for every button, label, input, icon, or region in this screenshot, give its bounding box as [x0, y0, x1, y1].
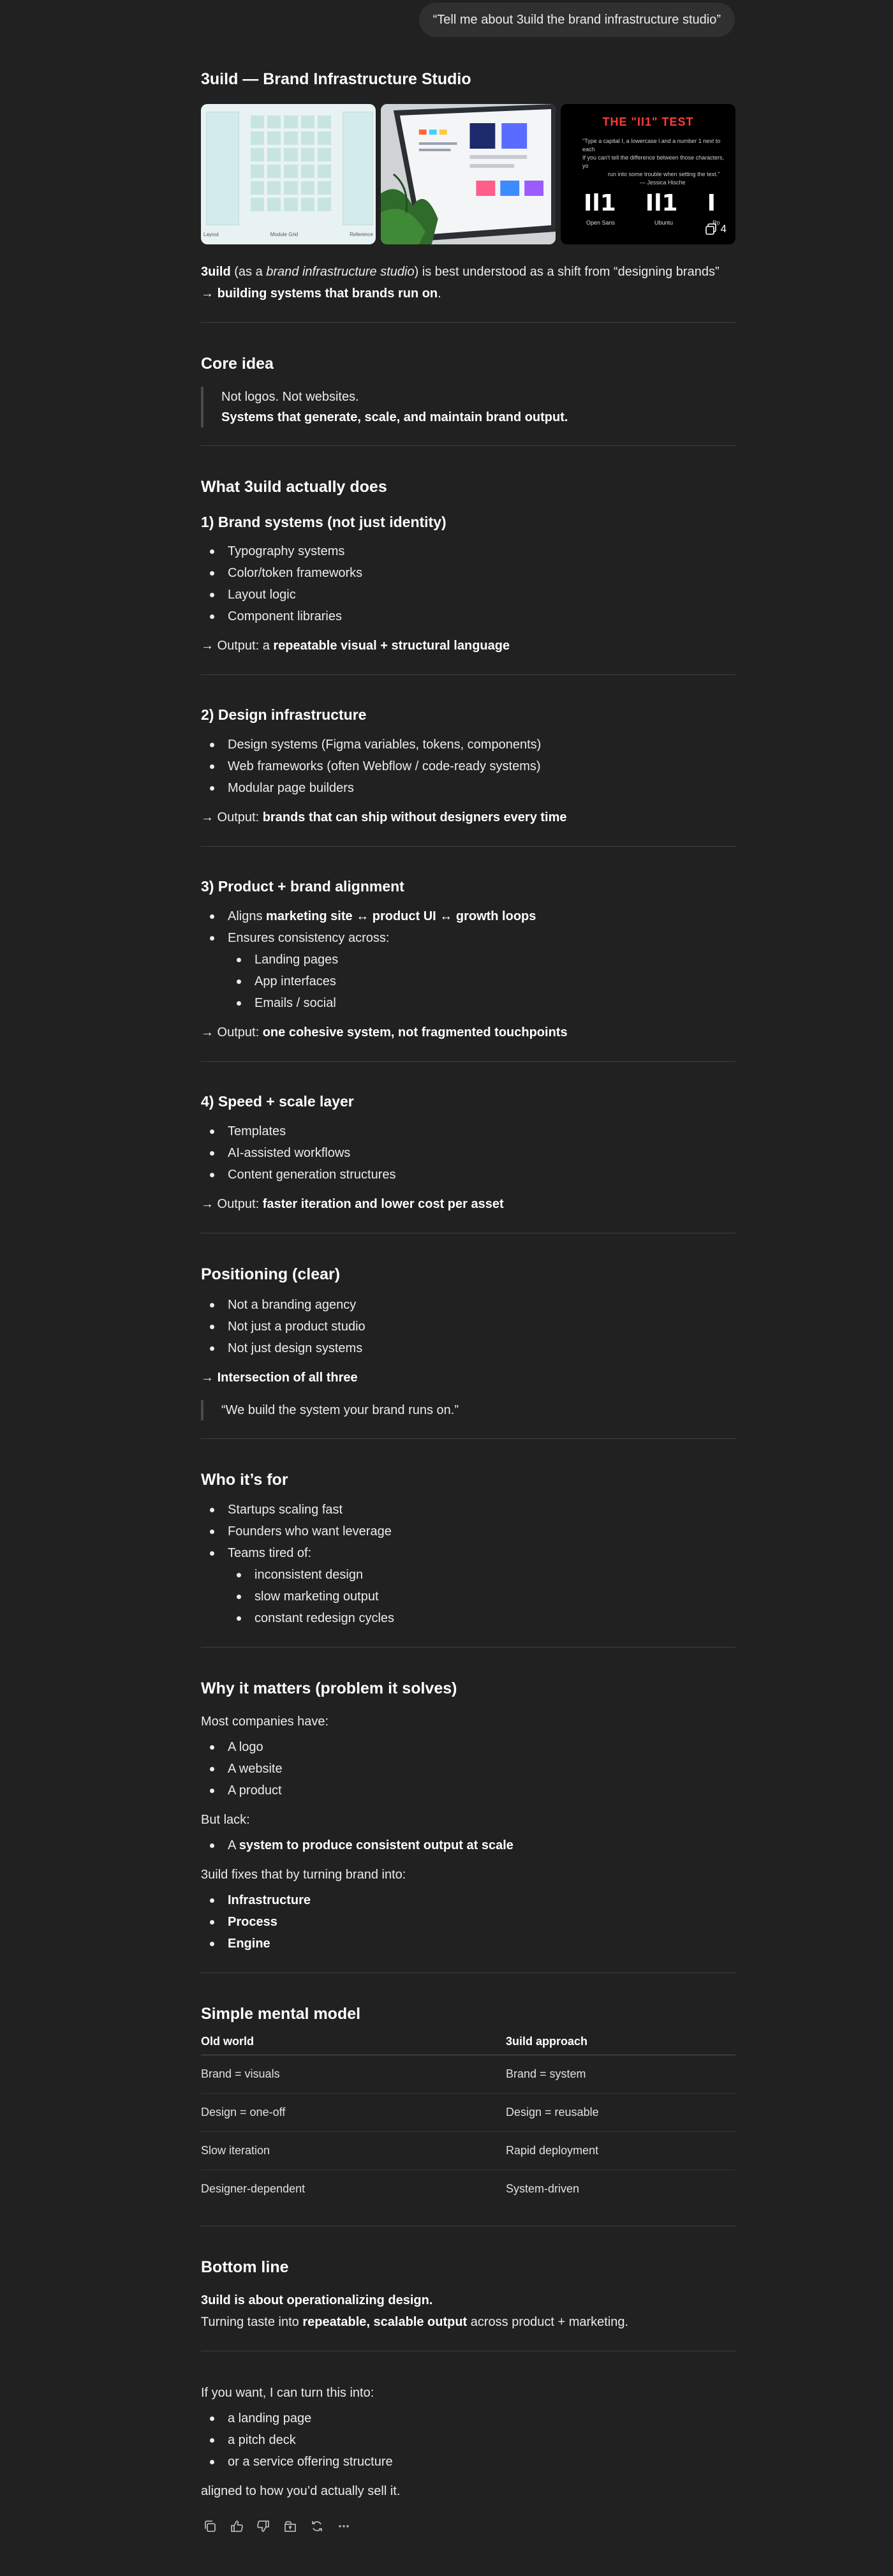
table-header-row [201, 2029, 735, 2055]
lack-list [201, 1835, 735, 1856]
section-heading-positioning: Positioning (clear) [201, 1265, 341, 1284]
section-heading-why-it-matters: Why it matters (problem it solves) [201, 1679, 457, 1698]
thumb-quote: "Type a capital I, a lowercase l and a number 1 next to each If you can't tell the difference between those characters, yo run into some trouble when setting the text." — Jessica Hische [582, 137, 725, 186]
output-line: → Output: faster iteration and lower cost per asset [201, 1197, 504, 1212]
thumbs-down-icon[interactable] [255, 2517, 272, 2535]
divider [201, 1972, 735, 1973]
table-cell: Design = reusable [506, 2094, 735, 2132]
list-item: inconsistent design [228, 1564, 735, 1586]
list-item: constant redesign cycles [228, 1607, 735, 1629]
table-cell: System-driven [506, 2182, 580, 2196]
table-row [201, 2094, 735, 2132]
nested-list [228, 949, 735, 1014]
list-item: a pitch deck [201, 2429, 735, 2451]
output-line: → Output: brands that can ship without designers every time [201, 810, 567, 825]
image-thumbnail-laptop[interactable] [381, 104, 556, 244]
assistant-message [201, 69, 735, 2535]
paragraph: Most companies have: [201, 1714, 329, 1729]
list-item: App interfaces [228, 971, 735, 992]
core-idea-quote: Not logos. Not websites. Systems that generate, scale, and maintain brand output. [201, 387, 735, 428]
nested-list [228, 1564, 735, 1629]
thumb-label: Module Grid [270, 231, 299, 237]
section-heading-core-idea: Core idea [201, 354, 274, 373]
layout-panel-left [206, 112, 239, 225]
copy-icon[interactable] [201, 2517, 219, 2535]
audience-list [201, 1499, 735, 1629]
list-item: Typography systems [201, 540, 735, 562]
list-item: A product [201, 1780, 735, 1801]
list-item: Ensures consistency across: Landing pages App interfaces Emails / social [201, 927, 735, 1014]
table-cell: Brand = system [506, 2055, 735, 2094]
table-cell: Rapid deployment [506, 2132, 735, 2170]
list-item: a landing page [201, 2408, 735, 2429]
divider [201, 322, 735, 323]
images-stack-icon [705, 223, 717, 235]
list-item: Aligns marketing site ↔ product UI ↔ growth loops [201, 905, 735, 927]
list-item: Modular page builders [201, 777, 735, 799]
laptop-plant-photo [381, 104, 556, 244]
table-row [201, 2055, 735, 2094]
response-title: 3uild — Brand Infrastructure Studio [201, 70, 471, 88]
subsection-heading-brand-systems: 1) Brand systems (not just identity) [201, 513, 447, 530]
column-header: 3uild approach [506, 2029, 735, 2055]
mental-model-table [201, 2029, 735, 2208]
image-gallery [201, 104, 735, 244]
list-item: Founders who want leverage [201, 1521, 735, 1542]
list-item: Design systems (Figma variables, tokens, components) [201, 734, 735, 756]
design-infrastructure-list [201, 734, 735, 799]
list-item: Templates [201, 1120, 735, 1142]
list-item: or a service offering structure [201, 2451, 735, 2473]
table-cell: Designer-dependent [201, 2182, 306, 2196]
list-item: Web frameworks (often Webflow / code-ready systems) [201, 756, 735, 777]
thumb-label: Layout [203, 231, 219, 237]
intersection-line: → Intersection of all three [201, 1370, 358, 1385]
speed-scale-list [201, 1120, 735, 1186]
list-item: Infrastructure [201, 1889, 735, 1911]
brand-systems-list [201, 540, 735, 627]
message-actions [201, 2517, 735, 2535]
list-item: slow marketing output [228, 1586, 735, 1607]
section-heading-what-it-does: What 3uild actually does [201, 478, 387, 496]
glyph-samples: Il1 Il1 I [584, 190, 716, 216]
list-item: Not just design systems [201, 1337, 735, 1359]
divider [201, 1438, 735, 1439]
divider [201, 1061, 735, 1062]
layout-panel-right [343, 112, 373, 225]
more-images-badge[interactable] [705, 223, 727, 235]
font-names: Open Sans Ubuntu Ro [586, 219, 720, 226]
list-item: A logo [201, 1736, 735, 1758]
subsection-heading-design-infrastructure: 2) Design infrastructure [201, 706, 367, 724]
list-item: Teams tired of: inconsistent design slow marketing output constant redesign cycles [201, 1542, 735, 1629]
section-heading-who-its-for: Who it’s for [201, 1470, 288, 1489]
thumbs-up-icon[interactable] [228, 2517, 246, 2535]
list-item: Landing pages [228, 949, 735, 971]
paragraph: But lack: [201, 1812, 250, 1827]
list-item: Layout logic [201, 584, 735, 606]
positioning-list [201, 1294, 735, 1359]
paragraph: 3uild fixes that by turning brand into: [201, 1867, 406, 1882]
paragraph: Turning taste into repeatable, scalable output across product + marketing. [201, 2314, 629, 2329]
list-item: Content generation structures [201, 1164, 735, 1186]
output-line: → Output: a repeatable visual + structural language [201, 639, 510, 653]
share-icon[interactable] [281, 2517, 299, 2535]
table-cell: Design = one-off [201, 2094, 506, 2132]
table-cell: Brand = visuals [201, 2055, 506, 2094]
list-item: Component libraries [201, 606, 735, 627]
output-line: → Output: one cohesive system, not fragmented touchpoints [201, 1025, 568, 1040]
column-header: Old world [201, 2029, 506, 2055]
list-item: Not a branding agency [201, 1294, 735, 1316]
thumb-title: THE "II1" TEST [602, 115, 694, 128]
table-row [201, 2132, 735, 2170]
thumb-label: Reference [350, 231, 373, 237]
image-thumbnail-layout[interactable] [201, 104, 376, 244]
subsection-heading-product-brand-alignment: 3) Product + brand alignment [201, 878, 404, 895]
paragraph: 3uild is about operationalizing design. [201, 2293, 433, 2307]
have-list [201, 1736, 735, 1801]
subsection-heading-speed-scale: 4) Speed + scale layer [201, 1093, 354, 1110]
list-item: A website [201, 1758, 735, 1780]
list-item: Startups scaling fast [201, 1499, 735, 1521]
list-item: A system to produce consistent output at scale [201, 1835, 735, 1856]
divider [201, 1647, 735, 1648]
list-item: Not just a product studio [201, 1316, 735, 1337]
more-images-count: 4 [720, 222, 727, 235]
divider [201, 445, 735, 446]
alignment-list [201, 905, 735, 1014]
module-grid-graphic [251, 115, 331, 211]
section-heading-bottom-line: Bottom line [201, 2258, 289, 2277]
more-options-icon[interactable] [335, 2517, 353, 2535]
divider [201, 674, 735, 675]
list-item: Engine [201, 1933, 735, 1954]
list-item: Color/token frameworks [201, 562, 735, 584]
list-item: Emails / social [228, 992, 735, 1014]
list-item: AI-assisted workflows [201, 1142, 735, 1164]
fix-list [201, 1889, 735, 1954]
table-cell: Slow iteration [201, 2132, 506, 2170]
regenerate-icon[interactable] [308, 2517, 326, 2535]
divider [201, 846, 735, 847]
positioning-quote: “We build the system your brand runs on.” [201, 1400, 735, 1420]
offer-list [201, 2408, 735, 2473]
table-row [201, 2170, 735, 2208]
image-thumbnail-typography-test[interactable] [561, 104, 735, 244]
paragraph: If you want, I can turn this into: [201, 2385, 374, 2400]
section-heading-mental-model: Simple mental model [201, 2004, 361, 2023]
user-message-bubble: “Tell me about 3uild the brand infrastructure studio” [419, 3, 735, 37]
list-item: Process [201, 1911, 735, 1933]
intro-paragraph: 3uild (as a brand infrastructure studio) is best understood as a shift from “designing brands” → building systems that brands run on. [201, 264, 720, 301]
paragraph: aligned to how you’d actually sell it. [201, 2483, 401, 2498]
